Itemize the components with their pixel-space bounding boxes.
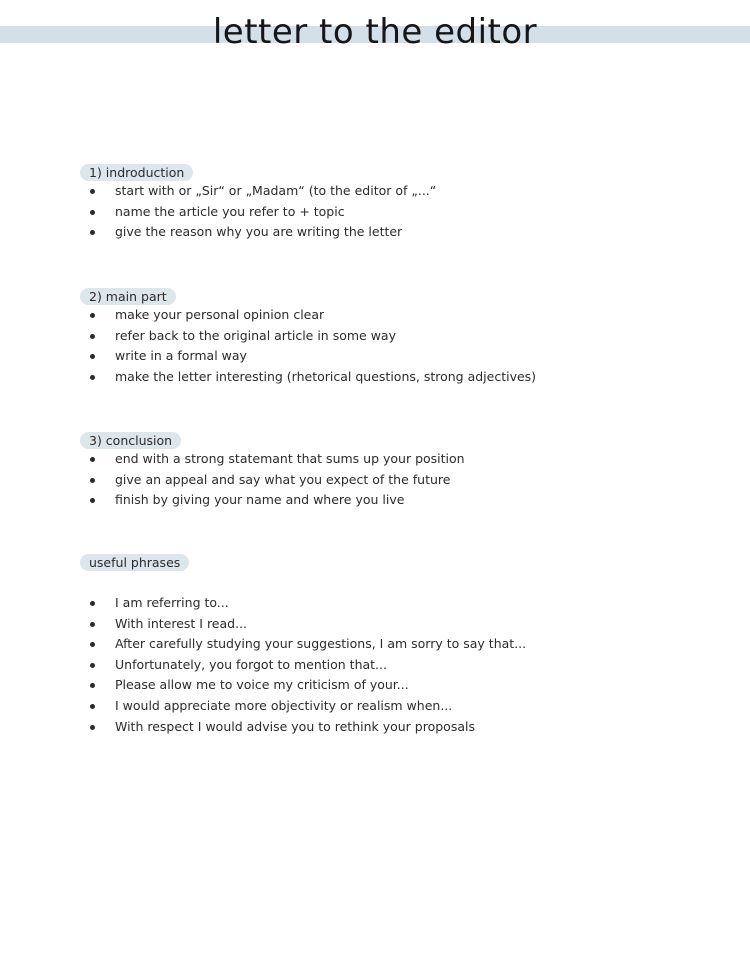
list-item-text: I would appreciate more objectivity or realism when... (115, 697, 453, 713)
bullet-icon (90, 457, 95, 462)
list-item (80, 634, 720, 655)
page-title: letter to the editor (212, 12, 538, 52)
list-item-text: I am referring to... (115, 595, 229, 610)
list-item (80, 614, 720, 635)
list-item (80, 449, 720, 470)
bullet-icon (90, 622, 95, 627)
list-item-text: Please allow me to voice my criticism of your... (115, 677, 409, 693)
bullet-icon (90, 210, 95, 215)
bullet-icon (90, 498, 95, 503)
list-item (80, 202, 720, 223)
list-item (80, 470, 720, 491)
list-item-text: refer back to the original article in some way (115, 327, 396, 343)
section-useful-phrases (80, 552, 720, 737)
list-item-text: With interest I read... (115, 615, 248, 631)
list-item (80, 655, 720, 676)
bullet-list-introduction (80, 181, 720, 243)
bullet-icon (90, 725, 95, 730)
list-item-text: With respect I would advise you to rethink your proposals (115, 718, 475, 734)
list-item-text: finish by giving your name and where you live (115, 492, 405, 508)
bullet-icon (90, 704, 95, 709)
list-item (80, 326, 720, 347)
list-item (80, 675, 720, 696)
list-item-text: make the letter interesting (rhetorical questions, strong adjectives) (115, 368, 537, 384)
list-item-text: give the reason why you are writing the letter (115, 224, 403, 240)
list-item-text: name the article you refer to + topic (115, 203, 345, 219)
section-heading-main-part: 2) main part (80, 288, 176, 305)
section-heading-useful-phrases: useful phrases (80, 554, 189, 571)
bullet-list-main-part (80, 305, 720, 387)
bullet-icon (90, 375, 95, 380)
bullet-icon (90, 683, 95, 688)
bullet-icon (90, 478, 95, 483)
list-item (80, 346, 720, 367)
list-item (80, 367, 720, 388)
list-item (80, 305, 720, 326)
bullet-icon (90, 601, 95, 606)
bullet-icon (90, 313, 95, 318)
section-main-part (80, 286, 720, 387)
section-introduction (80, 162, 720, 243)
list-item (80, 593, 720, 614)
list-item-text: After carefully studying your suggestions, I am sorry to say that... (115, 636, 527, 652)
bullet-list-conclusion (80, 449, 720, 511)
list-item-text: Unfortunately, you forgot to mention that... (115, 656, 387, 672)
list-item-text: start with or „Sir“ or „Madam“ (to the editor of „...“ (115, 183, 437, 198)
bullet-icon (90, 642, 95, 647)
list-item-text: end with a strong statemant that sums up your position (115, 451, 465, 466)
bullet-icon (90, 189, 95, 194)
bullet-icon (90, 230, 95, 235)
list-item (80, 717, 720, 738)
section-heading-introduction: 1) indroduction (80, 164, 193, 181)
list-item-text: make your personal opinion clear (115, 307, 325, 322)
bullet-icon (90, 663, 95, 668)
bullet-icon (90, 334, 95, 339)
list-item-text: write in a formal way (115, 348, 247, 364)
bullet-list-useful-phrases (80, 593, 720, 737)
list-item-text: give an appeal and say what you expect of the future (115, 471, 451, 487)
list-item (80, 696, 720, 717)
list-item (80, 181, 720, 202)
bullet-icon (90, 354, 95, 359)
list-item (80, 222, 720, 243)
list-item (80, 490, 720, 511)
section-conclusion (80, 430, 720, 511)
section-heading-conclusion: 3) conclusion (80, 432, 181, 449)
